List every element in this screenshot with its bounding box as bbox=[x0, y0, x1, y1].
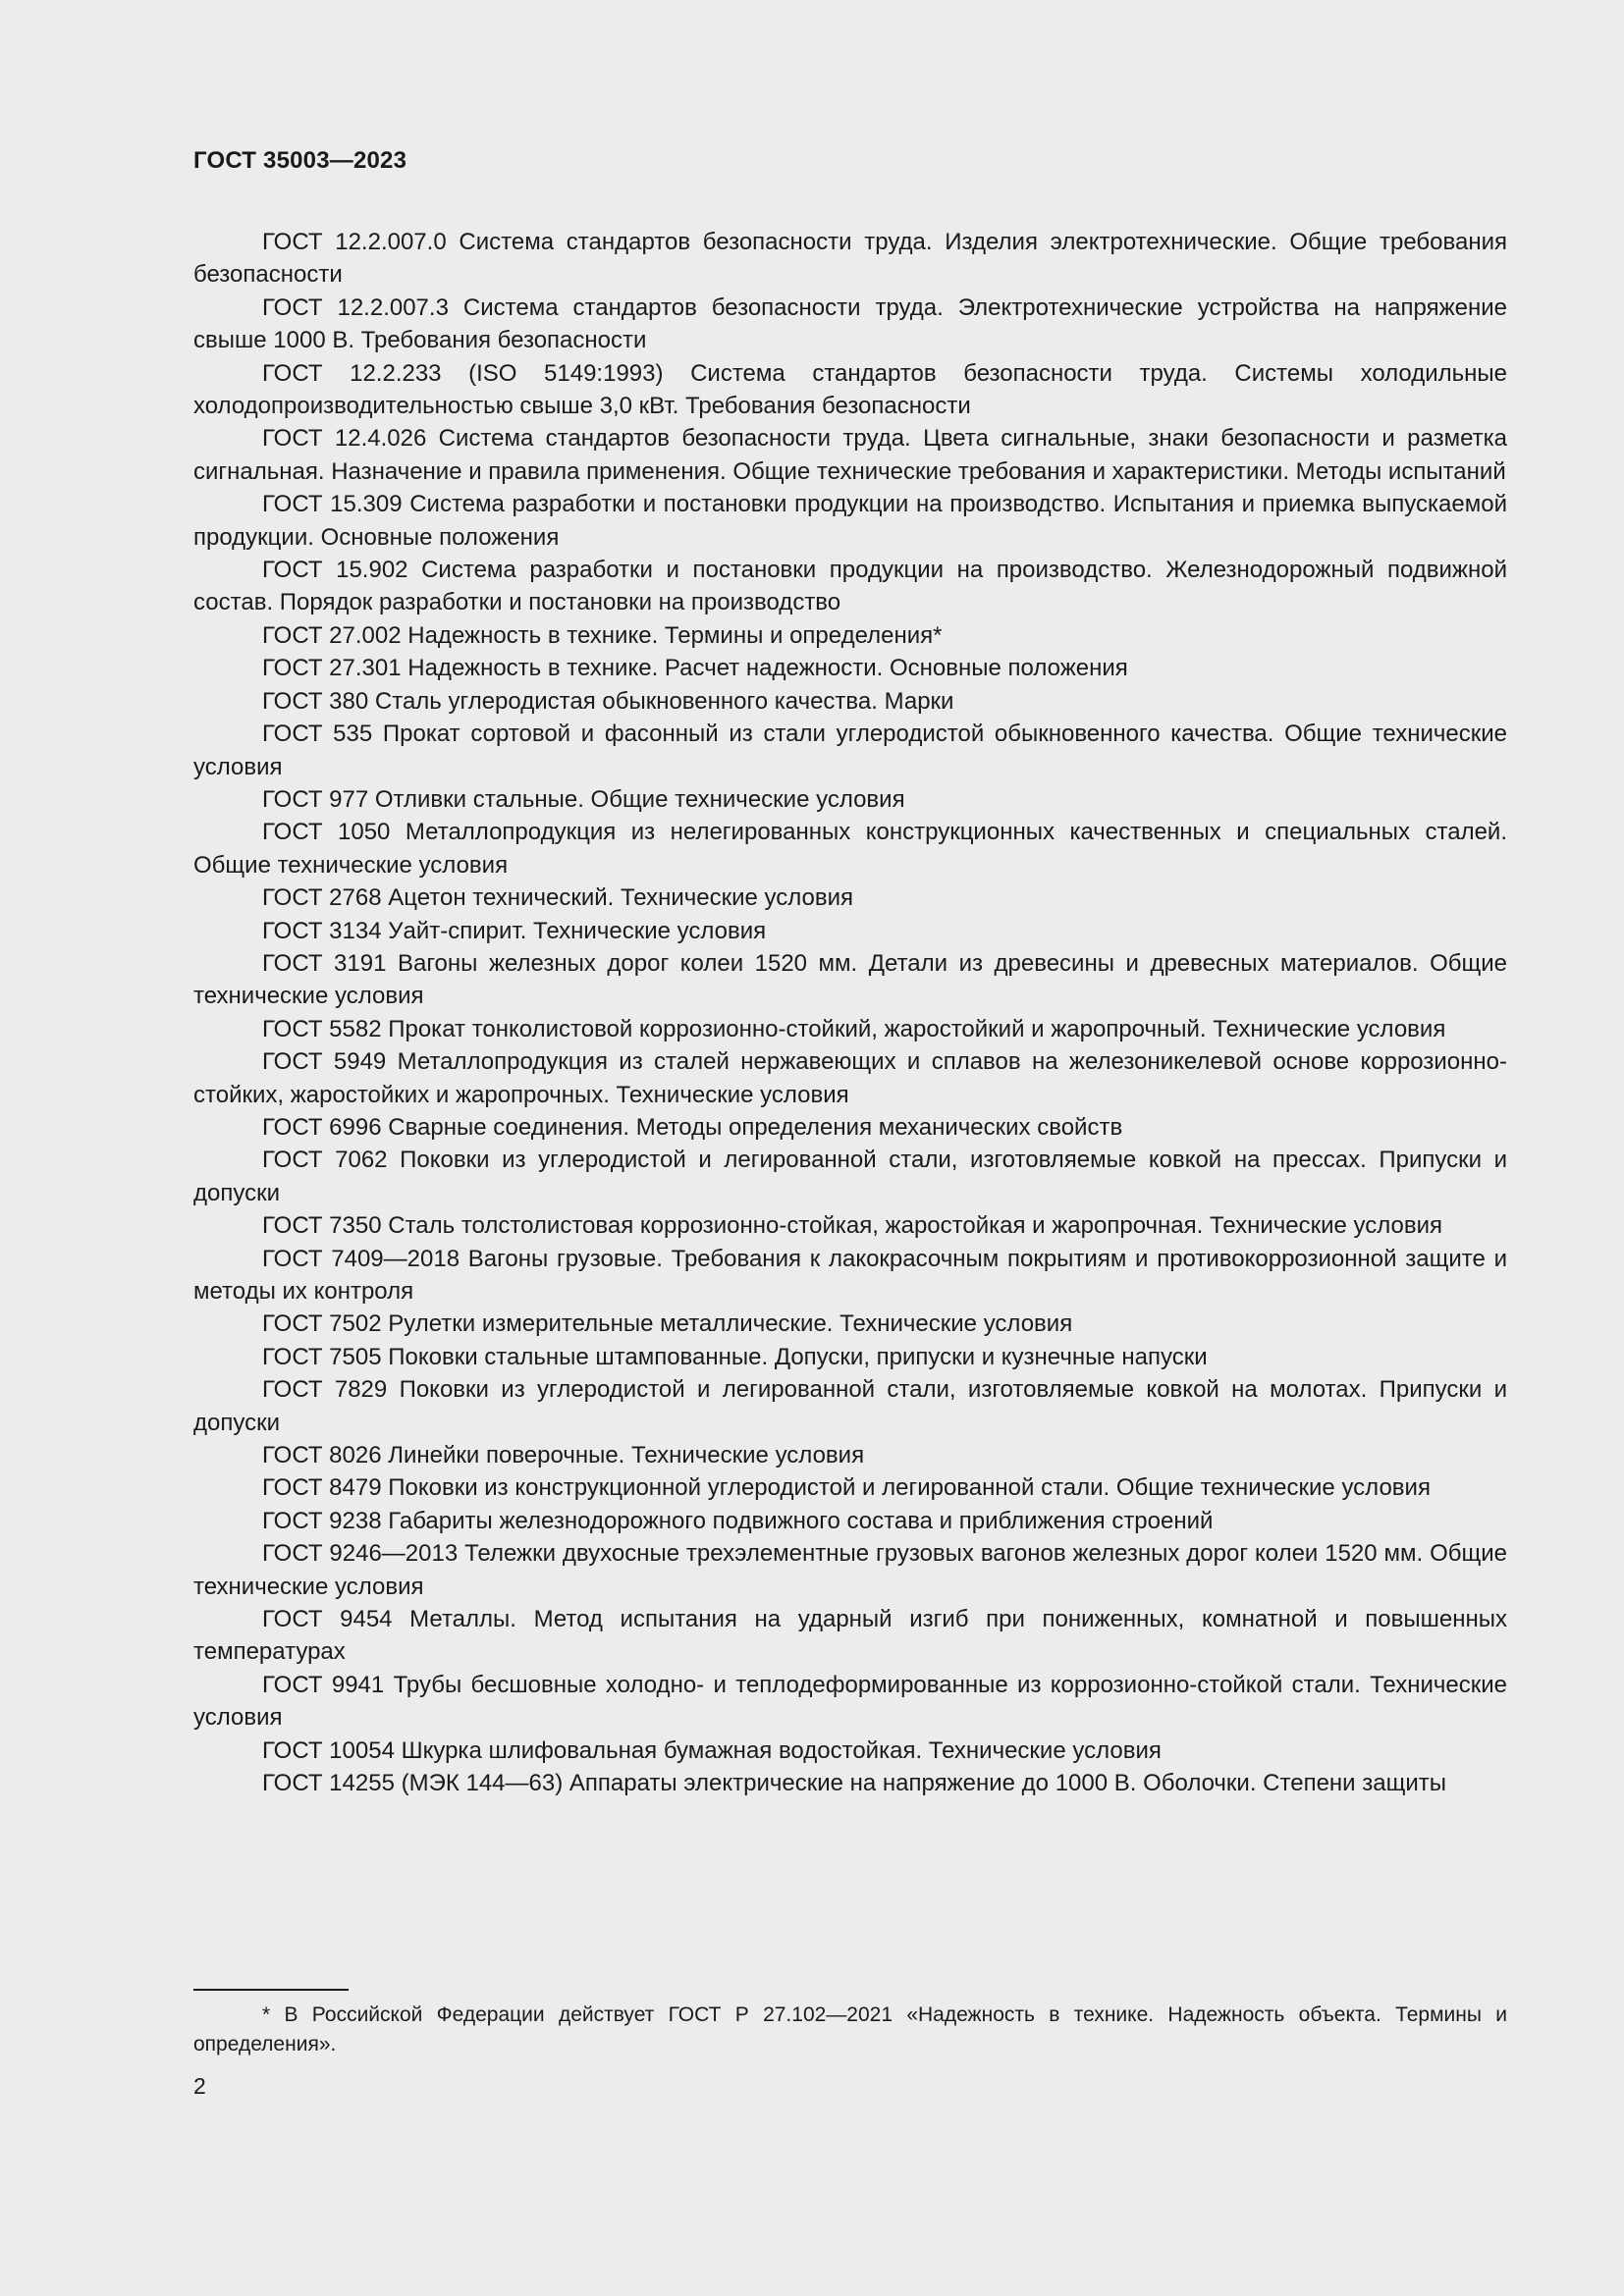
reference-item: ГОСТ 27.002 Надежность в технике. Термины и определения* bbox=[262, 621, 943, 649]
reference-item: ГОСТ 7829 Поковки из углеродистой и легированной стали, изготовляемые ковкой на молотах. Припуски и допуски bbox=[193, 1376, 1507, 1436]
reference-item: ГОСТ 12.2.233 (ISO 5149:1993) Система стандартов безопасности труда. Системы холодильные холодопроизводительностью свыше 3,0 кВт. Требования безопасности bbox=[193, 359, 1507, 420]
reference-item: ГОСТ 977 Отливки стальные. Общие технические условия bbox=[262, 785, 905, 813]
reference-item: ГОСТ 27.301 Надежность в технике. Расчет надежности. Основные положения bbox=[262, 655, 1128, 682]
reference-item: ГОСТ 2768 Ацетон технический. Технические условия bbox=[262, 884, 854, 912]
reference-item: ГОСТ 7062 Поковки из углеродистой и легированной стали, изготовляемые ковкой на прессах. Припуски и допуски bbox=[193, 1147, 1507, 1206]
reference-item: ГОСТ 6996 Сварные соединения. Методы определения механических свойств bbox=[262, 1113, 1123, 1141]
footnote: * В Российской Федерации действует ГОСТ Р 27.102—2021 «Надежность в технике. Надежность объекта. Термины и определения». bbox=[193, 2003, 1507, 2056]
reference-item: ГОСТ 7350 Сталь толстолистовая коррозионно-стойкая, жаростойкая и жаропрочная. Технические условия bbox=[262, 1212, 1443, 1240]
reference-item: ГОСТ 3134 Уайт-спирит. Технические условия bbox=[262, 917, 767, 944]
reference-item: ГОСТ 12.4.026 Система стандартов безопасности труда. Цвета сигнальные, знаки безопасности и разметка сигнальная. Назначение и правила применения. Общие технические требования и характеристики. Методы испытаний bbox=[193, 425, 1507, 485]
reference-item: ГОСТ 8479 Поковки из конструкционной углеродистой и легированной стали. Общие технические условия bbox=[262, 1474, 1431, 1502]
reference-item: ГОСТ 8026 Линейки поверочные. Технические условия bbox=[262, 1442, 865, 1469]
reference-item: ГОСТ 10054 Шкурка шлифовальная бумажная водостойкая. Технические условия bbox=[262, 1736, 1162, 1764]
normative-references-list bbox=[193, 226, 1507, 1800]
reference-item: ГОСТ 9238 Габариты железнодорожного подвижного состава и приближения строений bbox=[262, 1507, 1214, 1534]
reference-item: ГОСТ 15.902 Система разработки и постановки продукции на производство. Железнодорожный подвижной состав. Порядок разработки и постановки на производство bbox=[193, 557, 1507, 616]
reference-item: ГОСТ 14255 (МЭК 144—63) Аппараты электрические на напряжение до 1000 В. Оболочки. Степени защиты bbox=[262, 1770, 1446, 1797]
reference-item: ГОСТ 9246—2013 Тележки двухосные трехэлементные грузовых вагонов железных дорог колеи 1520 мм. Общие технические условия bbox=[193, 1540, 1507, 1600]
reference-item: ГОСТ 12.2.007.3 Система стандартов безопасности труда. Электротехнические устройства на напряжение свыше 1000 В. Требования безопасности bbox=[193, 294, 1507, 354]
reference-item: ГОСТ 380 Сталь углеродистая обыкновенного качества. Марки bbox=[262, 687, 954, 715]
reference-item: ГОСТ 15.309 Система разработки и постановки продукции на производство. Испытания и приемка выпускаемой продукции. Основные положения bbox=[193, 491, 1507, 551]
reference-item: ГОСТ 12.2.007.0 Система стандартов безопасности труда. Изделия электротехнические. Общие требования безопасности bbox=[193, 229, 1507, 289]
reference-item: ГОСТ 3191 Вагоны железных дорог колеи 1520 мм. Детали из древесины и древесных материалов. Общие технические условия bbox=[193, 949, 1507, 1010]
reference-item: ГОСТ 1050 Металлопродукция из нелегированных конструкционных качественных и специальных сталей. Общие технические условия bbox=[193, 819, 1507, 879]
reference-item: ГОСТ 5949 Металлопродукция из сталей нержавеющих и сплавов на железоникелевой основе коррозионно-стойких, жаростойких и жаропрочных. Технические условия bbox=[193, 1048, 1507, 1108]
reference-item: ГОСТ 5582 Прокат тонколистовой коррозионно-стойкий, жаростойкий и жаропрочный. Технические условия bbox=[262, 1015, 1446, 1042]
reference-item: ГОСТ 9941 Трубы бесшовные холодно- и теплодеформированные из коррозионно-стойкой стали. Технические условия bbox=[193, 1671, 1507, 1732]
reference-item: ГОСТ 9454 Металлы. Метод испытания на ударный изгиб при пониженных, комнатной и повышенных температурах bbox=[193, 1606, 1507, 1666]
document-header: ГОСТ 35003—2023 bbox=[193, 147, 407, 174]
reference-item: ГОСТ 7409—2018 Вагоны грузовые. Требования к лакокрасочным покрытиям и противокоррозионной защите и методы их контроля bbox=[193, 1245, 1507, 1305]
page-number: 2 bbox=[193, 2073, 206, 2099]
reference-item: ГОСТ 535 Прокат сортовой и фасонный из стали углеродистой обыкновенного качества. Общие технические условия bbox=[193, 721, 1507, 780]
reference-item: ГОСТ 7505 Поковки стальные штампованные. Допуски, припуски и кузнечные напуски bbox=[262, 1343, 1208, 1370]
footnote-divider bbox=[193, 1989, 349, 1991]
reference-item: ГОСТ 7502 Рулетки измерительные металлические. Технические условия bbox=[262, 1310, 1073, 1338]
